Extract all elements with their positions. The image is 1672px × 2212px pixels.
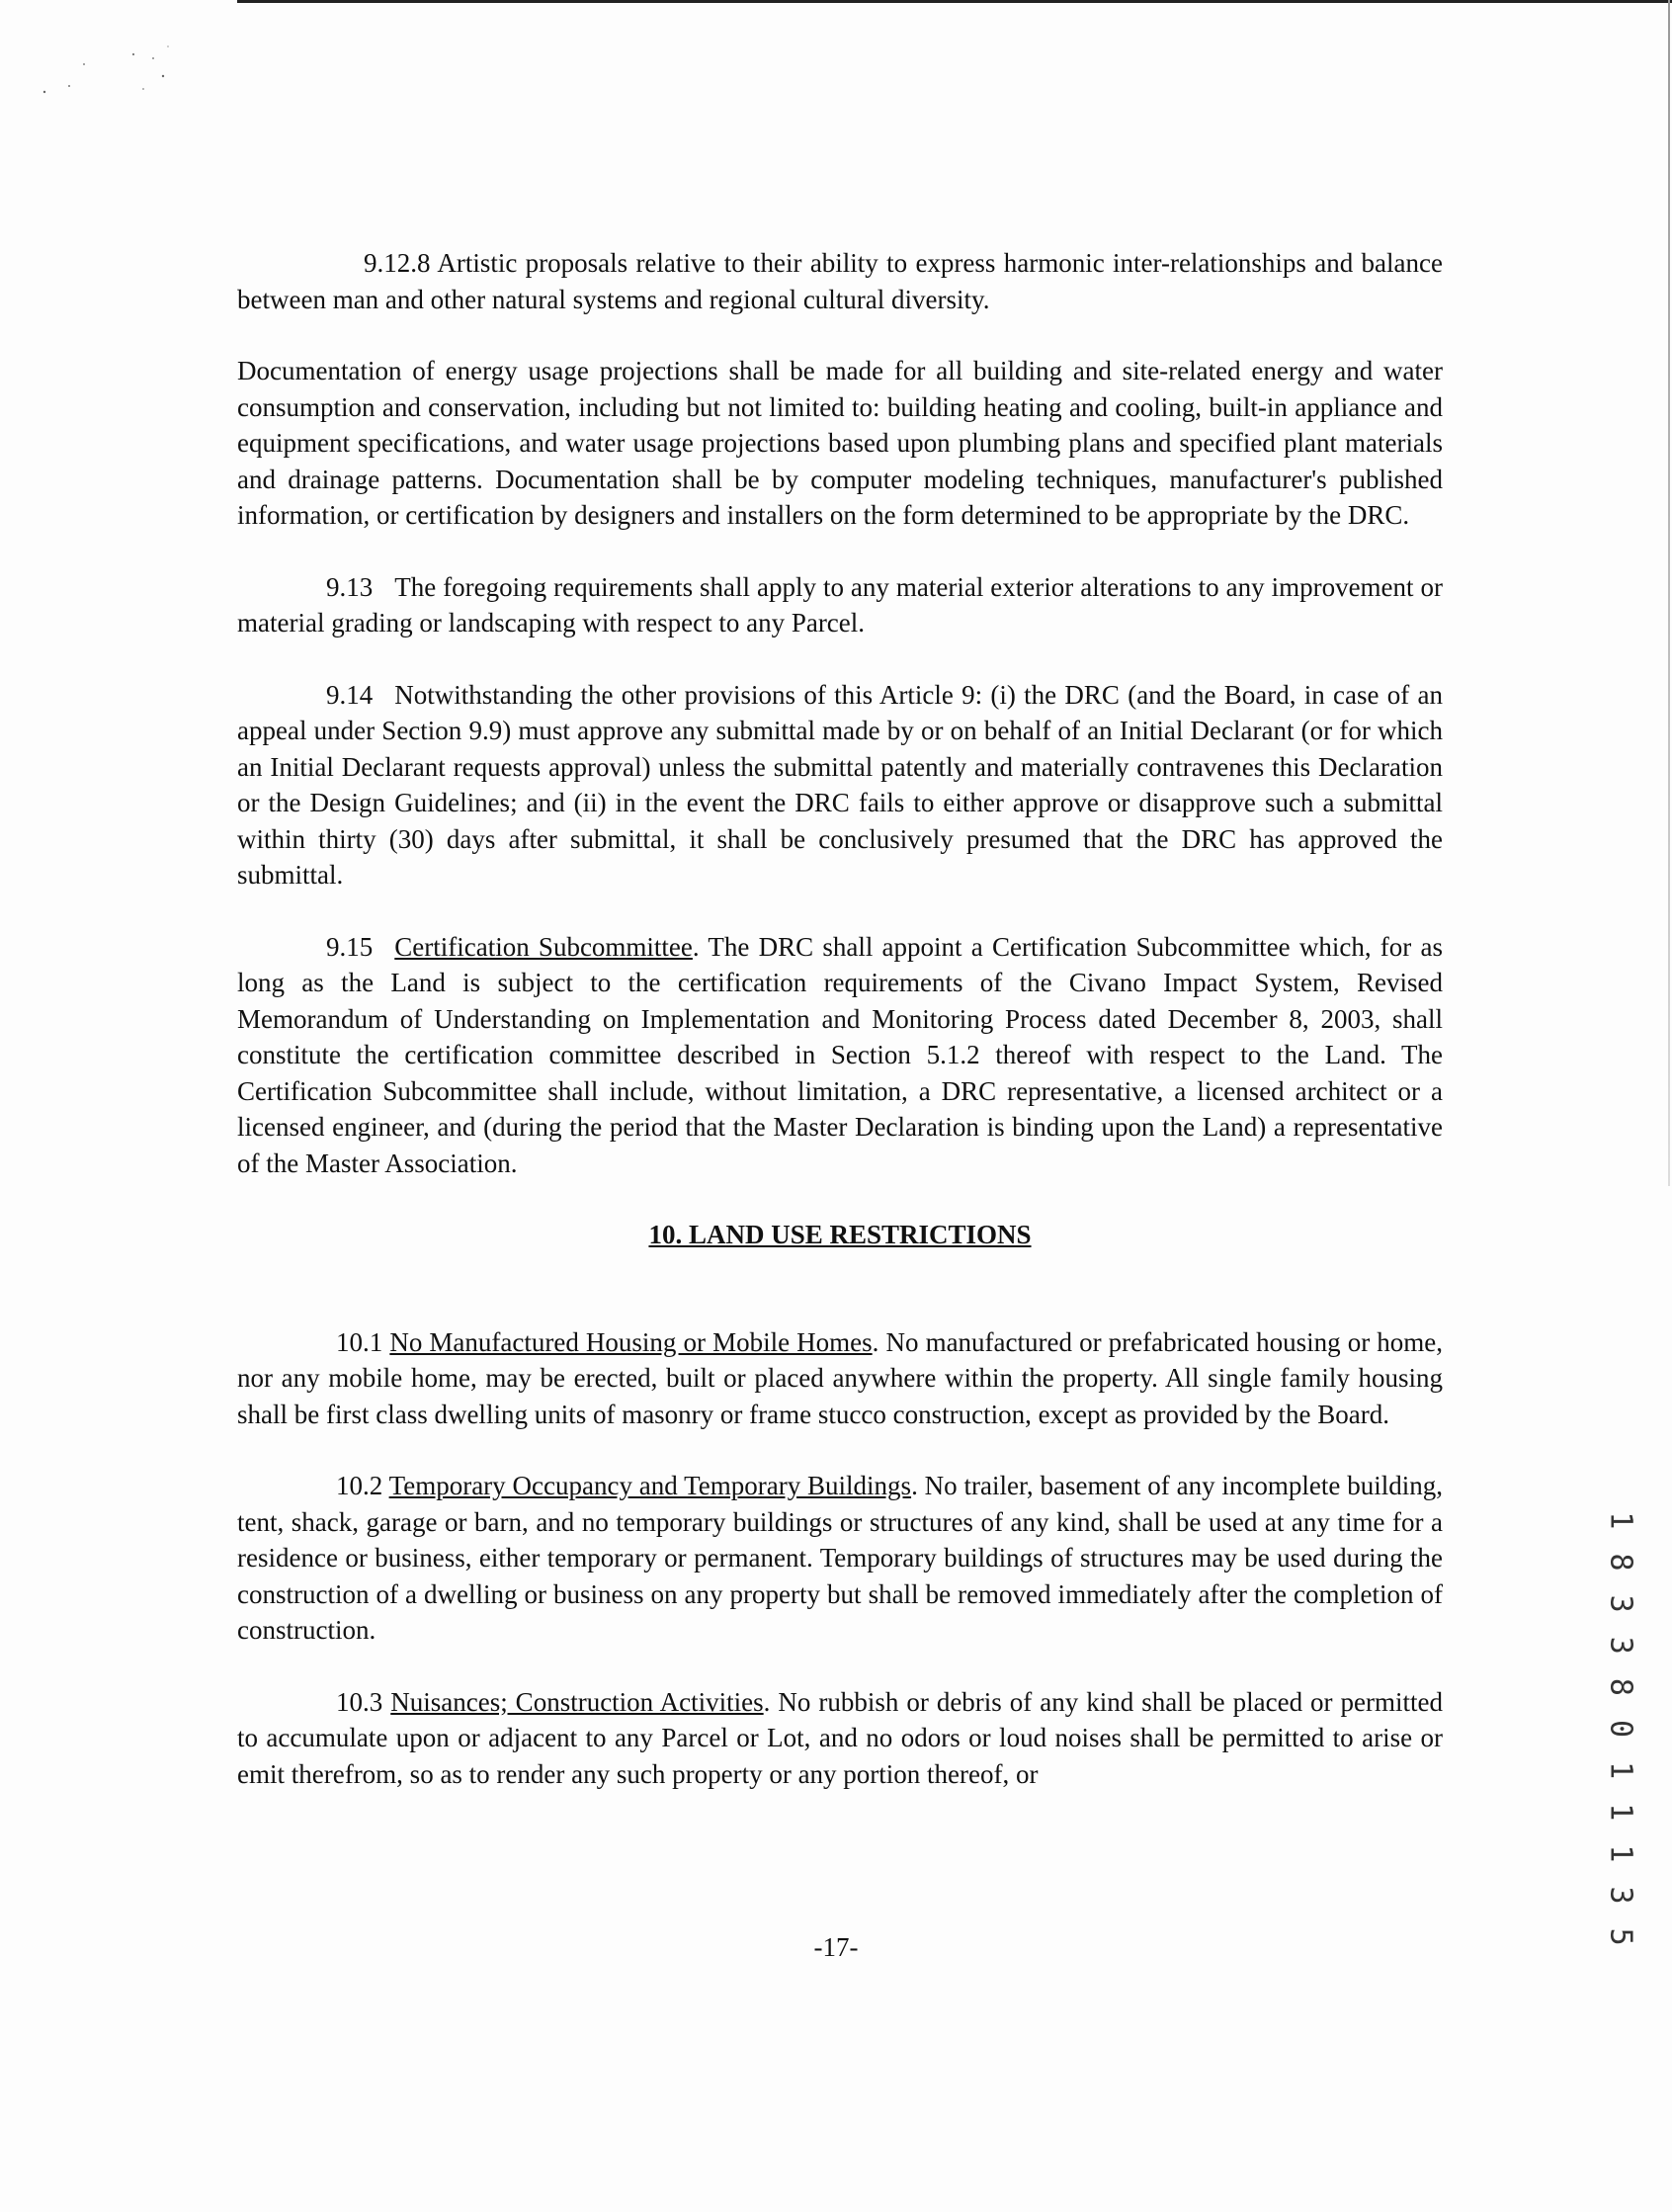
paragraph-number: 9.14 [326,679,374,710]
paragraph-documentation [237,353,1443,534]
paragraph-9-13 [237,569,1443,641]
paragraph-text: Notwithstanding the other provisions of this Article 9: (i) the DRC (and the Board, in case of an appeal under Section 9.9) must approve any submittal made by or on behalf of an Initial Declarant (or for which an Initial Declarant requests approval) unless the submittal patently and materially contravenes this Declaration or the Design Guidelines; and (ii) in the event the DRC fails to either approve or disapprove such a submittal within thirty (30) days after submittal, it shall be conclusively presumed that the DRC has approved the submittal. [237,679,1443,890]
paragraph-number: 10.1 [336,1326,383,1357]
paragraph-9-12-8 [237,245,1443,317]
top-border-line [237,0,1672,3]
paragraph-number: 10.3 [336,1686,383,1717]
paragraph-10-2 [237,1468,1443,1649]
paragraph-text: Artistic proposals relative to their ability to express harmonic inter-relationships and balance between man and other natural systems and regional cultural diversity. [237,248,1443,314]
paragraph-title: Nuisances; Construction Activities [390,1686,764,1717]
paragraph-number: 9.15 [326,931,374,962]
paragraph-text: Documentation of energy usage projections shall be made for all building and site-related energy and water consumption and conservation, including but not limited to: building heating and cooling, built-in appliance and equipment specifications, and water usage projections based upon plumbing plans and specified plant materials and drainage patterns. Documentation shall be by computer modeling techniques, manufacturer's published information, or certification by designers and installers on the form determined to be appropriate by the DRC. [237,356,1443,530]
paragraph-title: Certification Subcommittee [394,931,693,962]
docket-number: 1 8 3 3 8 0 1 1 1 3 5 [1603,1510,1638,1949]
paragraph-title: Temporary Occupancy and Temporary Buildings [388,1471,912,1500]
paragraph-text: . No trailer, basement of any incomplete building, tent, shack, garage or barn, and no temporary buildings or structures of any kind, shall be used at any time for a residence or business, either temporary or permanent. Temporary buildings of structures may be used during the construction of a dwelling or business on any property but shall be removed immediately after the completion of construction. [237,1471,1443,1645]
paragraph-9-15 [237,929,1443,1182]
paragraph-text: . No rubbish or debris of any kind shall be placed or permitted to accumulate upon or adjacent to any Parcel or Lot, and no odors or loud noises shall be permitted to arise or emit therefrom, so as to render any such property or any portion thereof, or [237,1686,1443,1789]
paragraph-text: The foregoing requirements shall apply to any material exterior alterations to any improvement or material grading or landscaping with respect to any Parcel. [237,571,1443,638]
document-body [237,245,1443,1828]
paragraph-number: 9.12.8 [364,248,431,278]
paragraph-text: . The DRC shall appoint a Certification Subcommittee which, for as long as the Land is subject to the certification requirements of the Civano Impact System, Revised Memorandum of Understanding on Implementation and Monitoring Process dated December 8, 2003, shall constitute the certification committee described in Section 5.1.2 thereof with respect to the Land. The Certification Subcommittee shall include, without limitation, a DRC representative, a licensed architect or a licensed engineer, and (during the period that the Master Declaration is binding upon the Land) a representative of the Master Association. [237,931,1443,1178]
paragraph-number: 10.2 [336,1471,383,1500]
paragraph-10-3 [237,1684,1443,1793]
paragraph-text: . No manufactured or prefabricated housing or home, nor any mobile home, may be erected, built or placed anywhere within the property. All single family housing shall be first class dwelling units of masonry or frame stucco construction, except as provided by the Board. [237,1326,1444,1429]
margin-docket-stamp [1601,1510,1640,1949]
page-number: -17- [813,1932,859,1962]
section-10-heading: 10. LAND USE RESTRICTIONS [648,1220,1032,1249]
paragraph-10-1 [237,1324,1443,1433]
scan-specks [40,44,178,104]
paragraph-title: No Manufactured Housing or Mobile Homes [389,1326,873,1357]
paragraph-9-14 [237,677,1443,893]
paragraph-number: 9.13 [326,571,374,602]
right-edge-shadow [1668,0,1670,1186]
